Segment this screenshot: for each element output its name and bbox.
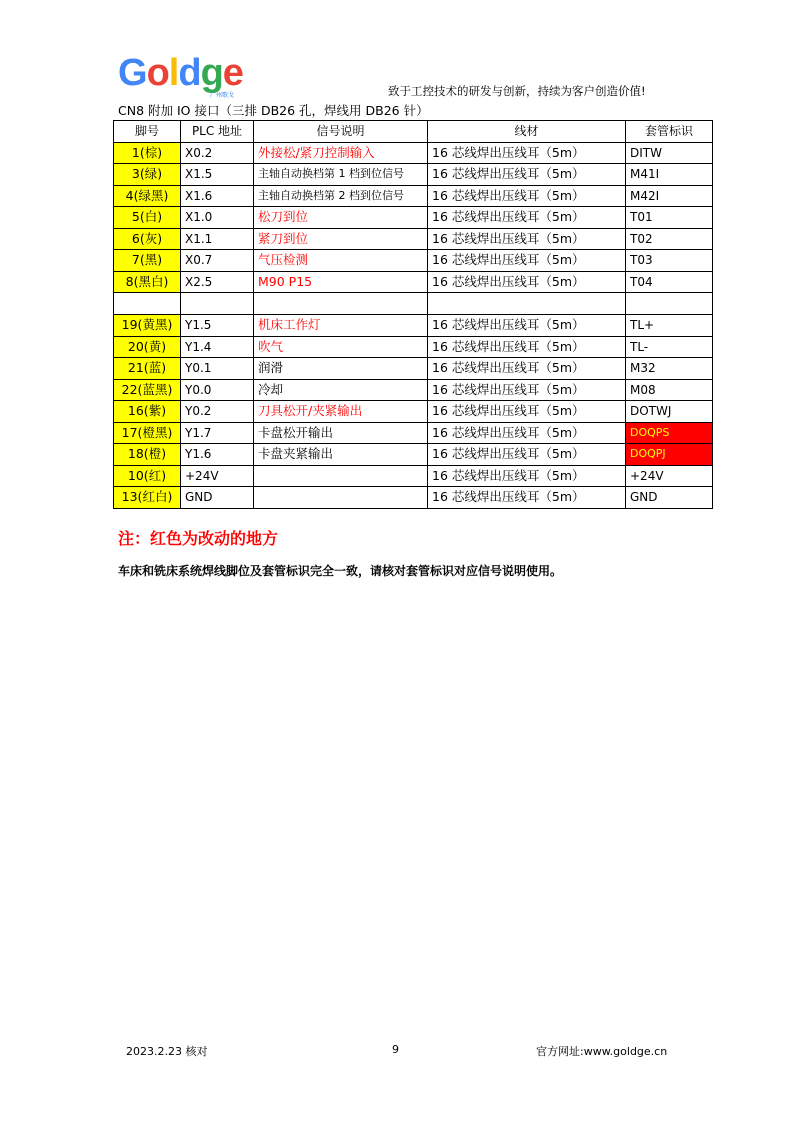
wire-cell: 16 芯线焊出压线耳（5m）: [428, 465, 626, 487]
plc-cell: +24V: [181, 465, 254, 487]
wire-cell: 16 芯线焊出压线耳（5m）: [428, 487, 626, 509]
logo-subtext: 广州歌戈: [210, 93, 235, 99]
wire-cell: 16 芯线焊出压线耳（5m）: [428, 422, 626, 444]
plc-cell: Y0.2: [181, 401, 254, 423]
tag-cell: DOQPJ: [626, 444, 713, 466]
wire-cell: 16 芯线焊出压线耳（5m）: [428, 185, 626, 207]
table-row: [114, 422, 713, 444]
logo-letter: e: [222, 52, 243, 94]
table-row: [114, 207, 713, 229]
wire-cell: 16 芯线焊出压线耳（5m）: [428, 379, 626, 401]
footer-date: 2023.2.23 核对: [126, 1045, 208, 1058]
header-plc: PLC 地址: [181, 121, 254, 143]
plc-cell: Y0.0: [181, 379, 254, 401]
signal-cell: [254, 465, 428, 487]
table-row: [114, 465, 713, 487]
pin-cell: 18(橙): [114, 444, 181, 466]
plc-cell: X1.0: [181, 207, 254, 229]
signal-cell: 冷却: [254, 379, 428, 401]
logo-letter: d: [178, 52, 201, 94]
plc-cell: Y0.1: [181, 358, 254, 380]
signal-cell: 气压检测: [254, 250, 428, 272]
signal-cell: [254, 293, 428, 315]
table-row: [114, 271, 713, 293]
pin-cell: 7(黑): [114, 250, 181, 272]
plc-cell: Y1.4: [181, 336, 254, 358]
tag-cell: DOQPS: [626, 422, 713, 444]
tag-cell: M42I: [626, 185, 713, 207]
table-row: [114, 315, 713, 337]
tag-cell: T02: [626, 228, 713, 250]
pin-cell: 6(灰): [114, 228, 181, 250]
table-row: [114, 487, 713, 509]
tag-cell: TL-: [626, 336, 713, 358]
pin-cell: 8(黑白): [114, 271, 181, 293]
tag-cell: +24V: [626, 465, 713, 487]
signal-cell: 紧刀到位: [254, 228, 428, 250]
tag-cell: M41I: [626, 164, 713, 186]
pin-cell: 20(黄): [114, 336, 181, 358]
footer-page-number: 9: [392, 1043, 399, 1056]
section-title: CN8 附加 IO 接口（三排 DB26 孔，焊线用 DB26 针）: [118, 103, 429, 118]
table-row: [114, 358, 713, 380]
wire-cell: 16 芯线焊出压线耳（5m）: [428, 142, 626, 164]
pin-cell: 3(绿): [114, 164, 181, 186]
wire-cell: 16 芯线焊出压线耳（5m）: [428, 228, 626, 250]
table-header-row: [114, 121, 713, 143]
table-row: [114, 444, 713, 466]
plc-cell: Y1.6: [181, 444, 254, 466]
header-pin: 脚号: [114, 121, 181, 143]
pin-cell: [114, 293, 181, 315]
wire-cell: 16 芯线焊出压线耳（5m）: [428, 336, 626, 358]
tag-cell: [626, 293, 713, 315]
plc-cell: Y1.7: [181, 422, 254, 444]
pin-cell: 4(绿黑): [114, 185, 181, 207]
tag-cell: TL+: [626, 315, 713, 337]
table-row: [114, 401, 713, 423]
plc-cell: X2.5: [181, 271, 254, 293]
wire-cell: 16 芯线焊出压线耳（5m）: [428, 358, 626, 380]
tag-cell: DITW: [626, 142, 713, 164]
pin-cell: 21(蓝): [114, 358, 181, 380]
wire-cell: 16 芯线焊出压线耳（5m）: [428, 444, 626, 466]
logo-letter: G: [118, 52, 147, 94]
table-body: [114, 142, 713, 508]
pin-cell: 5(白): [114, 207, 181, 229]
signal-cell: 卡盘夹紧输出: [254, 444, 428, 466]
signal-cell: 外接松/紧刀控制输入: [254, 142, 428, 164]
table-row: [114, 336, 713, 358]
pin-cell: 1(棕): [114, 142, 181, 164]
signal-cell: 主轴自动换档第 2 档到位信号: [254, 185, 428, 207]
table-row: [114, 293, 713, 315]
pin-cell: 17(橙黑): [114, 422, 181, 444]
wire-cell: [428, 293, 626, 315]
wire-cell: 16 芯线焊出压线耳（5m）: [428, 401, 626, 423]
pin-cell: 19(黄黑): [114, 315, 181, 337]
plc-cell: [181, 293, 254, 315]
tag-cell: T03: [626, 250, 713, 272]
wire-cell: 16 芯线焊出压线耳（5m）: [428, 271, 626, 293]
header-wire: 线材: [428, 121, 626, 143]
signal-cell: 松刀到位: [254, 207, 428, 229]
signal-cell: 主轴自动换档第 1 档到位信号: [254, 164, 428, 186]
table-row: [114, 185, 713, 207]
pin-cell: 16(紫): [114, 401, 181, 423]
table-row: [114, 228, 713, 250]
pin-cell: 13(红白): [114, 487, 181, 509]
header-slogan: 致于工控技术的研发与创新，持续为客户创造价值!: [388, 84, 646, 98]
table-row: [114, 142, 713, 164]
table-row: [114, 164, 713, 186]
logo-letter: g: [200, 52, 223, 94]
wire-cell: 16 芯线焊出压线耳（5m）: [428, 164, 626, 186]
tag-cell: GND: [626, 487, 713, 509]
header-signal: 信号说明: [254, 121, 428, 143]
tag-cell: T01: [626, 207, 713, 229]
tag-cell: M32: [626, 358, 713, 380]
note-red-changes: 注：红色为改动的地方: [118, 529, 279, 548]
header-tag: 套管标识: [626, 121, 713, 143]
plc-cell: X1.6: [181, 185, 254, 207]
note-consistency: 车床和铣床系统焊线脚位及套管标识完全一致，请核对套管标识对应信号说明使用。: [118, 564, 563, 578]
table-row: [114, 250, 713, 272]
signal-cell: 润滑: [254, 358, 428, 380]
signal-cell: 吹气: [254, 336, 428, 358]
plc-cell: X1.1: [181, 228, 254, 250]
goldge-logo: [118, 52, 243, 98]
plc-cell: GND: [181, 487, 254, 509]
logo-letter: l: [168, 52, 179, 94]
tag-cell: DOTWJ: [626, 401, 713, 423]
signal-cell: [254, 487, 428, 509]
wire-cell: 16 芯线焊出压线耳（5m）: [428, 315, 626, 337]
signal-cell: M90 P15: [254, 271, 428, 293]
logo-letter: o: [146, 52, 169, 94]
pin-cell: 22(蓝黑): [114, 379, 181, 401]
plc-cell: Y1.5: [181, 315, 254, 337]
plc-cell: X0.2: [181, 142, 254, 164]
signal-cell: 机床工作灯: [254, 315, 428, 337]
wire-cell: 16 芯线焊出压线耳（5m）: [428, 250, 626, 272]
wire-cell: 16 芯线焊出压线耳（5m）: [428, 207, 626, 229]
signal-cell: 卡盘松开输出: [254, 422, 428, 444]
plc-cell: X1.5: [181, 164, 254, 186]
table-row: [114, 379, 713, 401]
pin-cell: 10(红): [114, 465, 181, 487]
tag-cell: M08: [626, 379, 713, 401]
plc-cell: X0.7: [181, 250, 254, 272]
signal-cell: 刀具松开/夹紧输出: [254, 401, 428, 423]
footer-website: 官方网址:www.goldge.cn: [536, 1045, 668, 1058]
tag-cell: T04: [626, 271, 713, 293]
io-table: [113, 120, 713, 509]
